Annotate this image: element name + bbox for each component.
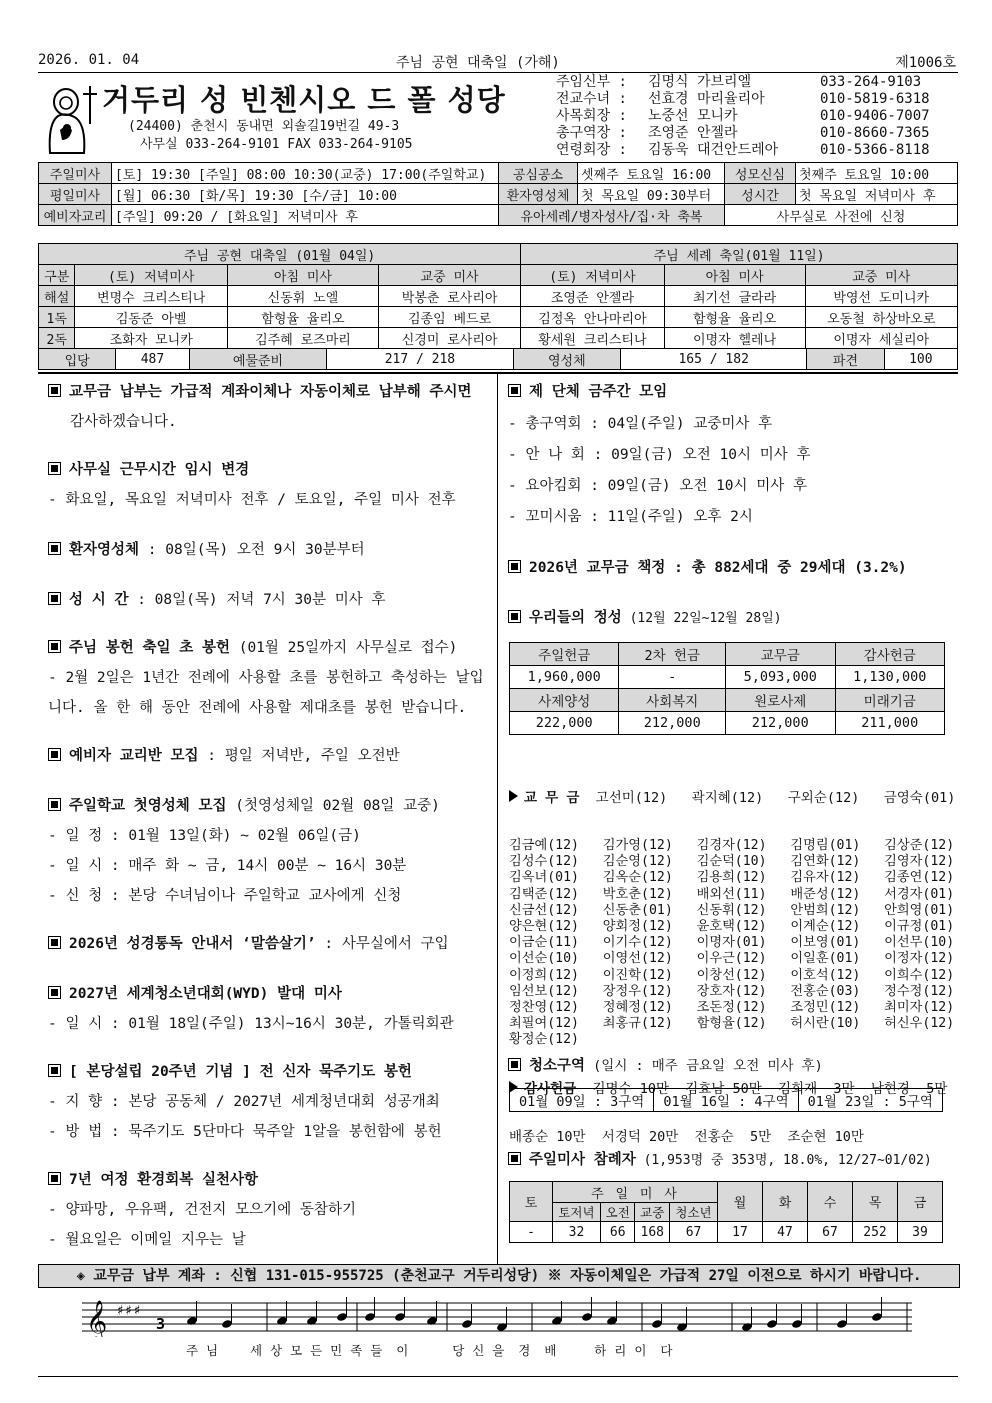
staff-phone: 010-8660-7365 — [820, 125, 930, 141]
tithe-assessment: 2026년 교무금 책정 : 총 882세대 중 29세대 (3.2%) — [508, 556, 907, 577]
top-info-bar — [38, 50, 958, 73]
stat-value: 487 — [116, 349, 189, 370]
attendance-value: 66 — [600, 1222, 635, 1243]
notice-heading: 예비자 교리반 모집 : 평일 저녁반, 주일 오전반 — [48, 744, 400, 765]
readers-table — [38, 243, 958, 349]
bullet-square-icon — [48, 1172, 61, 1185]
key-signature-icon: ♯♯♯ — [116, 1303, 142, 1319]
schedule-label: 주일미사 — [39, 163, 112, 184]
bullet-square-icon — [508, 1058, 521, 1071]
staff-role: 전교수녀 : — [556, 91, 627, 107]
attendance-value: 32 — [553, 1222, 601, 1243]
schedule-value: [월] 06:30 [화/목] 19:30 [수/금] 10:00 — [112, 184, 499, 205]
offering-row — [510, 666, 945, 689]
staff-name: 김명식 가브리엘 — [648, 74, 752, 90]
readers-col-label: (토) 저녁미사 — [75, 265, 227, 286]
attendance-label: 화 — [763, 1182, 808, 1222]
notice-heading: 환자영성체 : 08일(목) 오전 9시 30분부터 — [48, 538, 365, 559]
schedule-row — [39, 163, 958, 184]
attendance-label: 주 일 미 사 — [553, 1182, 718, 1203]
reader-name: 신경미 로사리아 — [379, 328, 521, 349]
reader-name: 오동철 하상바오로 — [805, 307, 958, 328]
reader-name: 김정옥 안나마리아 — [521, 307, 665, 328]
stat-value: 165 / 182 — [621, 349, 807, 370]
staff-name: 조영준 안젤라 — [648, 125, 738, 141]
schedule-value: 첫 목요일 09:30부터 — [578, 184, 725, 205]
notice-heading: 주님 봉헌 축일 초 봉헌 (01월 25일까지 사무실로 접수) — [48, 636, 457, 657]
offering-amount: 212,000 — [726, 712, 835, 735]
offering-label: 사제양성 — [510, 689, 619, 712]
schedule-value: [주일] 09:20 / [화요일] 저녁미사 후 — [112, 205, 499, 226]
schedule-label: 유아세례/병자성사/집·차 축복 — [499, 205, 725, 226]
tithe-name-line: 정찬영(12) 정혜정(12) 조돈정(12) 조정민(12) 최미자(12) — [509, 1000, 955, 1016]
offering-row — [510, 689, 945, 712]
tithe-name-line: 양은현(12) 양회정(12) 윤호택(12) 이계순(12) 이규정(01) — [509, 919, 955, 935]
offering-amount: 1,130,000 — [835, 666, 945, 689]
attendance-label: 수 — [808, 1182, 853, 1222]
attendance-label: 금 — [898, 1182, 943, 1222]
attendance-value: 168 — [635, 1222, 670, 1243]
cleaning-cell: 01월 09일 : 3구역 — [510, 1089, 654, 1112]
attendance-value: 17 — [718, 1222, 763, 1243]
schedule-label: 성시간 — [725, 184, 796, 205]
cleaning-cell: 01월 23일 : 5구역 — [798, 1089, 942, 1112]
offering-row — [510, 643, 945, 666]
bullet-square-icon — [48, 462, 61, 475]
notice-text: - 일 정 : 01월 13일(화) ~ 02월 06일(금) — [48, 828, 361, 844]
reader-name: 변명수 크리스티나 — [75, 286, 227, 307]
tithe-name-line: 이선순(10) 이영선(12) 이우근(12) 이일훈(01) 이정자(12) — [509, 951, 955, 967]
notice-text: - 화요일, 목요일 저녁미사 전후 / 토요일, 주일 미사 전후 — [48, 492, 456, 508]
cleaning-cell: 01월 16일 : 4구역 — [654, 1089, 798, 1112]
notice-heading: 주일학교 첫영성체 모집 (첫영성체일 02월 08일 교중) — [48, 794, 440, 815]
attendance-sublabel: 청소년 — [670, 1203, 718, 1222]
stat-label: 예물준비 — [189, 349, 327, 370]
bullet-square-icon — [508, 560, 521, 573]
bullet-square-icon — [48, 1064, 61, 1077]
liturgy-stats-table — [38, 348, 958, 370]
staff-row — [556, 108, 956, 125]
reader-name: 김주혜 로즈마리 — [227, 328, 378, 349]
readers-col-label: 교중 미사 — [379, 265, 521, 286]
schedule-label: 환자영성체 — [499, 184, 578, 205]
staff-phone: 010-5819-6318 — [820, 91, 930, 107]
reader-name: 황세원 크리스티나 — [521, 328, 665, 349]
notice-text: - 양파망, 우유팩, 건전지 모으기에 동참하기 — [48, 1202, 356, 1218]
thanks-line: 배종순 10만 서경덕 20만 전홍순 5만 조순현 10만 — [509, 1128, 864, 1145]
schedule-label: 평일미사 — [39, 184, 112, 205]
schedule-value: 첫째주 토요일 10:00 — [796, 163, 958, 184]
issue-date: 2026. 01. 04 — [38, 52, 140, 68]
staff-role: 총구역장 : — [556, 125, 627, 141]
staff-phone: 033-264-9103 — [820, 74, 922, 90]
staff-row — [556, 125, 956, 142]
parish-name: 거두리 성 빈첸시오 드 폴 성당 — [102, 83, 506, 117]
bullet-square-icon — [48, 936, 61, 949]
reader-name: 김동준 아벨 — [75, 307, 227, 328]
notice-text: - 2월 2일은 1년간 전례에 사용할 초를 봉헌하고 축성하는 날입 — [48, 670, 484, 686]
readers-row — [39, 328, 958, 349]
stat-label: 파견 — [807, 349, 884, 370]
group-meeting-item: - 안 나 회 : 09일(금) 오전 10시 미사 후 — [508, 447, 811, 463]
parish-address-block — [128, 118, 412, 154]
staff-row — [556, 74, 956, 91]
reader-name: 조화자 모니카 — [75, 328, 227, 349]
tithe-name-line: 최필여(12) 최홍규(12) 함형율(12) 허시란(10) 허신우(12) — [509, 1016, 955, 1032]
tithe-name-line: 김택준(12) 박호춘(12) 배외선(11) 배준성(12) 서경자(01) — [509, 886, 955, 902]
reader-name: 조영준 안젤라 — [521, 286, 665, 307]
tithe-names-block: 교 무 금 고선미(12) 곽지혜(12) 구외순(12) 금영숙(01) 김금예(12) 김가영(12) 김경자(12) 김명림(01) 김상준(12) 김성수(12) 김순영(12) 김순덕(10) 김연화(12) 김영자(12) 김옥녀(01) 김옥순(12) 김용희(12) 김유자(12) 김종연(12) 김택준(12) 박호춘(12) 배외선(11) 배준성(12) 서경자(01) 신금선(12) 신동춘(01) 신동휘(12) 안범희(12) 안희영(01) 양은현(12) 양회정(12) 윤호택(12) 이계순(12) 이규정(01) 이금순(11) 이기수(12) 이명자(01) 이보영(01) 이선무(10) 이선순(10) 이영선(12) 이우근(12) 이일훈(01) 이정자(12) 이정희(12) 이진학(12) 이창선(12) 이호석(12) 이희수(12) 임선보(12) 장정우(12) 장호자(12) 전홍순(03) 정수정(12) 정찬영(12) 정혜정(12) 조돈정(12) 조정민(12) 최미자(12) 최필여(12) 최홍규(12) 함형율(12) 허시란(10) 허신우(12) 황정순(12) 감사헌금 김명수 10만 김효남 50만 김희재 3만 남현경 5만 배종순 10만 서경덕 20만 전홍순 5만 조순현 10만 — [509, 790, 956, 1145]
notice-text: - 방 법 : 묵주기도 5단마다 묵주알 1알을 봉헌함에 봉헌 — [48, 1124, 442, 1140]
reader-name: 신동휘 노엘 — [227, 286, 378, 307]
notice-heading: 사무실 근무시간 임시 변경 — [48, 458, 249, 479]
tithe-account-bar: ◈ 교무금 납부 계좌 : 신협 131-015-955725 (춘천교구 거두리성당) ※ 자동이체일은 가급적 27일 이전으로 하시기 바랍니다. — [38, 1264, 960, 1288]
schedule-label: 공심공소 — [499, 163, 578, 184]
readers-col-label: (토) 저녁미사 — [521, 265, 665, 286]
offering-label: 주일헌금 — [510, 643, 619, 666]
music-staff — [82, 1297, 912, 1337]
attendance-label: 목 — [853, 1182, 898, 1222]
bullet-square-icon — [48, 986, 61, 999]
bullet-square-icon — [508, 610, 521, 623]
section-divider — [38, 372, 958, 374]
schedule-value: 첫 목요일 저녁미사 후 — [796, 184, 958, 205]
bullet-square-icon — [48, 640, 61, 653]
music-lyrics: 주 님 세 상 모 든 민 족 들 이 당 신 을 경 배 하 리 이 다 — [186, 1343, 675, 1358]
staff-row — [556, 142, 956, 159]
attendance-values — [510, 1222, 943, 1243]
feast-title: 주님 공현 대축일 (가해) — [396, 55, 560, 71]
offering-label: 교무금 — [726, 643, 835, 666]
bullet-square-icon — [508, 1152, 521, 1165]
tithe-name-line: 신금선(12) 신동춘(01) 신동휘(12) 안범희(12) 안희영(01) — [509, 902, 955, 918]
offering-label: 미래기금 — [835, 689, 945, 712]
offering-label: 사회복지 — [619, 689, 726, 712]
offering-row — [510, 712, 945, 735]
offering-amount: 5,093,000 — [726, 666, 835, 689]
schedule-label: 성모신심 — [725, 163, 796, 184]
reader-role: 해설 — [39, 286, 75, 307]
attendance-sublabel: 오전 — [600, 1203, 635, 1222]
notice-text: - 일 시 : 매주 화 ~ 금, 14시 00분 ~ 16시 30분 — [48, 858, 407, 874]
notice-text: - 일 시 : 01월 18일(주일) 13시~16시 30분, 가톨릭회관 — [48, 1016, 454, 1032]
notice-heading: 2026년 성경통독 안내서 ‘말씀살기’ : 사무실에서 구입 — [48, 932, 449, 953]
tithe-name-line: 김옥녀(01) 김옥순(12) 김용희(12) 김유자(12) 김종연(12) — [509, 870, 955, 886]
notice-heading: 성 시 간 : 08일(목) 저녁 7시 30분 미사 후 — [48, 588, 386, 609]
staff-phone: 010-5366-8118 — [820, 142, 930, 158]
readers-col-label: 교중 미사 — [805, 265, 958, 286]
notice-text: - 월요일은 이메일 지우는 날 — [48, 1232, 246, 1248]
schedule-value: 사무실로 사전에 신청 — [725, 205, 958, 226]
reader-name: 이명자 세실리아 — [805, 328, 958, 349]
stat-value: 100 — [884, 349, 957, 370]
staff-role: 주임신부 : — [556, 74, 627, 90]
reader-name: 함형율 율리오 — [664, 307, 805, 328]
bullet-square-icon — [48, 748, 61, 761]
offering-amount: 1,960,000 — [510, 666, 619, 689]
offering-amount: 212,000 — [619, 712, 726, 735]
parish-address: (24400) 춘천시 동내면 외솔길19번길 49-3 — [128, 119, 400, 134]
week1-title: 주님 공현 대축일 (01월 04일) — [39, 244, 521, 265]
stat-label: 입당 — [39, 349, 116, 370]
reader-name: 이명자 헬레나 — [664, 328, 805, 349]
notice-heading: 7년 여정 환경회복 실천사항 — [48, 1168, 258, 1189]
notice-text: - 신 청 : 본당 수녀님이나 주일학교 교사에게 신청 — [48, 888, 402, 904]
attendance-heading: 주일미사 참례자 (1,953명 중 353명, 18.0%, 12/27~01/02) — [508, 1148, 932, 1169]
reader-name: 박영선 도미니카 — [805, 286, 958, 307]
attendance-table — [509, 1181, 943, 1243]
reader-role: 2독 — [39, 328, 75, 349]
readers-week-header — [39, 244, 958, 265]
offering-amount: - — [619, 666, 726, 689]
bullet-square-icon — [48, 592, 61, 605]
notice-text: 감사하겠습니다. — [70, 414, 177, 430]
notice-heading: 2027년 세계청소년대회(WYD) 발대 미사 — [48, 982, 342, 1003]
tithe-name-line: 이금순(11) 이기수(12) 이명자(01) 이보영(01) 이선무(10) — [509, 935, 955, 951]
schedule-label: 예비자교리 — [39, 205, 112, 226]
cleaning-heading: 청소구역 (일시 : 매주 금요일 오전 미사 후) — [508, 1054, 823, 1075]
staff-name: 김동욱 대건안드레아 — [648, 142, 779, 158]
group-meeting-item: - 꼬미시움 : 11일(주일) 오후 2시 — [508, 509, 753, 525]
mass-schedule-table — [38, 162, 958, 226]
tithe-name-line: 황정순(12) — [509, 1032, 579, 1048]
schedule-row — [39, 184, 958, 205]
stat-value: 217 / 218 — [327, 349, 513, 370]
parish-logo-icon — [40, 78, 100, 158]
treble-clef-icon: 𝄞 — [86, 1301, 108, 1337]
attendance-value: 252 — [853, 1222, 898, 1243]
readers-col-header — [39, 265, 958, 286]
readers-col-label: 구분 — [39, 265, 75, 286]
attendance-sublabel: 교중 — [635, 1203, 670, 1222]
reader-role: 1독 — [39, 307, 75, 328]
attendance-label: 월 — [718, 1182, 763, 1222]
bullet-square-icon — [48, 384, 61, 397]
staff-name: 선효경 마리율리아 — [648, 91, 765, 107]
staff-name: 노중선 모니카 — [648, 108, 738, 124]
tithe-name-line: 임선보(12) 장정우(12) 장호자(12) 전홍순(03) 정수정(12) — [509, 983, 955, 999]
schedule-row — [39, 205, 958, 226]
staff-row — [556, 91, 956, 108]
group-meeting-item: - 총구역회 : 04일(주일) 교중미사 후 — [508, 416, 773, 432]
offering-label: 감사헌금 — [835, 643, 945, 666]
svg-text:3: 3 — [156, 1315, 166, 1333]
attendance-value: - — [510, 1222, 553, 1243]
offering-amount: 211,000 — [835, 712, 945, 735]
staff-phone: 010-9406-7007 — [820, 108, 930, 124]
readers-row — [39, 286, 958, 307]
group-meeting-item: - 요아킴회 : 09일(금) 오전 10시 미사 후 — [508, 478, 808, 494]
staff-directory — [556, 74, 956, 159]
attendance-sublabel: 토저녁 — [553, 1203, 601, 1222]
parish-contact: 사무실 033-264-9101 FAX 033-264-9105 — [140, 137, 413, 152]
tithe-name-line: 김금예(12) 김가영(12) 김경자(12) 김명림(01) 김상준(12) — [509, 838, 955, 853]
week2-title: 주님 세례 축일(01월 11일) — [521, 244, 958, 265]
tithe-name-line: 이정희(12) 이진학(12) 이창선(12) 이호석(12) 이희수(12) — [509, 967, 955, 983]
bottom-rule — [38, 1376, 958, 1377]
attendance-value: 47 — [763, 1222, 808, 1243]
triangle-bullet-icon — [509, 790, 518, 802]
bullet-square-icon — [508, 384, 521, 397]
attendance-value: 67 — [670, 1222, 718, 1243]
column-divider — [497, 374, 498, 1264]
readers-row — [39, 307, 958, 328]
staff-role: 연령회장 : — [556, 142, 627, 158]
offering-amount: 222,000 — [510, 712, 619, 735]
offering-label: 2차 헌금 — [619, 643, 726, 666]
offering-label: 원로사제 — [726, 689, 835, 712]
attendance-label: 토 — [510, 1182, 553, 1222]
notice-text: 니다. 올 한 해 동안 전례에 사용할 제대초를 봉헌 받습니다. — [48, 700, 467, 716]
schedule-value: [토] 19:30 [주일] 08:00 10:30(교중) 17:00(주일학교) — [112, 163, 499, 184]
bullet-square-icon — [48, 798, 61, 811]
readers-col-label: 아침 미사 — [664, 265, 805, 286]
reader-name: 김종임 베드로 — [379, 307, 521, 328]
bullet-square-icon — [48, 542, 61, 555]
reader-name: 최기선 글라라 — [664, 286, 805, 307]
readers-col-label: 아침 미사 — [227, 265, 378, 286]
notice-text: - 지 향 : 본당 공동체 / 2027년 세계청년대회 성공개최 — [48, 1094, 440, 1110]
schedule-value: 셋째주 토요일 16:00 — [578, 163, 725, 184]
stat-label: 영성체 — [513, 349, 620, 370]
reader-name: 함형율 율리오 — [227, 307, 378, 328]
attendance-value: 67 — [808, 1222, 853, 1243]
tithe-name-line: 김성수(12) 김순영(12) 김순덕(10) 김연화(12) 김영자(12) — [509, 854, 955, 870]
reader-name: 박봉춘 로사리아 — [379, 286, 521, 307]
groups-heading: 제 단체 금주간 모임 — [508, 380, 667, 401]
offering-heading: 우리들의 정성 (12월 22일~12월 28일) — [508, 606, 782, 627]
attendance-value: 39 — [898, 1222, 943, 1243]
cleaning-table — [509, 1088, 943, 1112]
offering-table — [509, 642, 945, 735]
attendance-header — [510, 1182, 943, 1203]
notice-heading: [ 본당설립 20주년 기념 ] 전 신자 묵주기도 봉헌 — [48, 1060, 412, 1081]
notice-heading: 교무금 납부는 가급적 계좌이체나 자동이체로 납부해 주시면 — [48, 380, 472, 401]
notices-column — [48, 380, 493, 1260]
staff-role: 사목회장 : — [556, 108, 627, 124]
issue-number: 제1006호 — [895, 55, 956, 71]
